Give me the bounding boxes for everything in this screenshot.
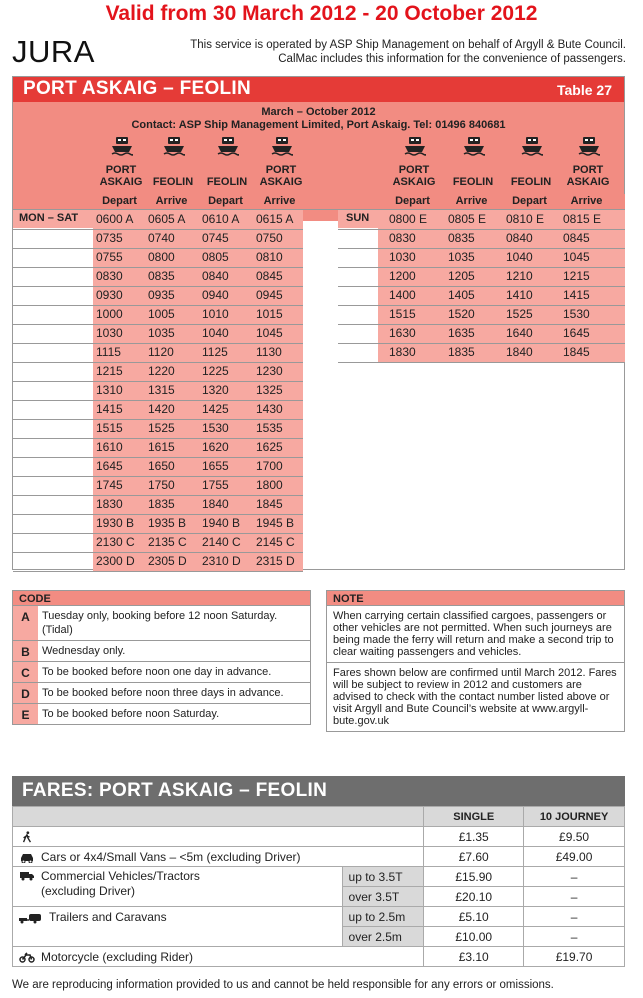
weekday-time-cell: 1830 xyxy=(96,497,123,511)
fares-title: FARES: PORT ASKAIG – FEOLIN xyxy=(12,776,625,806)
code-item xyxy=(12,641,311,662)
ferry-icon xyxy=(463,135,485,157)
weekday-row-line xyxy=(13,400,303,401)
disclaimer: We are reproducing information provided to us and cannot be held responsible for any errors or omissions. xyxy=(12,979,554,991)
weekday-time-cell: 1625 xyxy=(256,440,283,454)
header-divider xyxy=(13,209,625,210)
sunday-time-cell: 1635 xyxy=(448,326,475,340)
sunday-time-cell: 1630 xyxy=(389,326,416,340)
weekday-time-cell: 2315 D xyxy=(256,554,295,568)
weekday-time-cell: 1220 xyxy=(148,364,175,378)
code-key: C xyxy=(13,662,38,682)
ferry-icon xyxy=(111,135,133,157)
fare-ten: £9.50 xyxy=(524,827,625,847)
weekday-time-cell: 1840 xyxy=(202,497,229,511)
truck-icon xyxy=(19,869,35,881)
sunday-time-cell: 0835 xyxy=(448,231,475,245)
right-col-label: Depart xyxy=(512,195,547,207)
right-col-label: Arrive xyxy=(455,195,488,207)
weekday-time-cell: 0600 A xyxy=(96,212,134,226)
period: March – October 2012 xyxy=(261,106,376,118)
code-box xyxy=(12,590,311,725)
weekday-time-cell: 1315 xyxy=(148,383,175,397)
right-stop-name-1: FEOLIN xyxy=(452,176,494,188)
route-title: PORT ASKAIG – FEOLIN xyxy=(23,78,252,99)
weekday-time-cell: 1430 xyxy=(256,402,283,416)
weekday-time-cell: 0800 xyxy=(148,250,175,264)
sunday-row-line xyxy=(338,286,625,287)
sunday-row-line xyxy=(338,324,625,325)
weekday-time-cell: 0835 xyxy=(148,269,175,283)
band-label: over 3.5T xyxy=(342,887,424,907)
sunday-time-cell: 1640 xyxy=(506,326,533,340)
fare-label: Commercial Vehicles/Tractors (excluding Driver) xyxy=(41,869,200,898)
weekday-time-cell: 1755 xyxy=(202,478,229,492)
right-ferry-icon-0 xyxy=(388,135,441,160)
left-stop-name-1: FEOLIN xyxy=(152,176,194,188)
weekday-time-cell: 2305 D xyxy=(148,554,187,568)
right-stop-name-0: PORT ASKAIG xyxy=(392,164,436,188)
code-text: Wednesday only. xyxy=(42,645,126,657)
fares-table xyxy=(12,806,625,967)
weekday-time-cell: 1535 xyxy=(256,421,283,435)
ferry-icon xyxy=(271,135,293,157)
weekday-row-line xyxy=(13,267,303,268)
weekday-row-line xyxy=(13,552,303,553)
sunday-time-cell: 1840 xyxy=(506,345,533,359)
weekday-time-cell: 1930 B xyxy=(96,516,135,530)
left-stop-name-0: PORT ASKAIG xyxy=(99,164,143,188)
note-paragraph-1: When carrying certain classified cargoes, passengers or other vehicles are not permitted. When such journeys are being made the ferry will return and make a second trip to clear waiting passengers and vehicles. xyxy=(326,606,625,663)
weekday-time-cell: 1015 xyxy=(256,307,283,321)
sunday-time-cell: 0815 E xyxy=(563,212,602,226)
sunday-day-label: SUN xyxy=(346,212,370,224)
ten-journey-header: 10 JOURNEY xyxy=(524,807,625,827)
table-number: Table 27 xyxy=(557,82,612,98)
weekday-time-cell: 0615 A xyxy=(256,212,294,226)
left-stop-name-2: FEOLIN xyxy=(206,176,248,188)
weekday-time-cell: 0935 xyxy=(148,288,175,302)
weekday-row-line xyxy=(13,419,303,420)
sunday-row-line xyxy=(338,229,625,230)
weekday-time-cell: 0755 xyxy=(96,250,123,264)
weekday-time-cell: 0830 xyxy=(96,269,123,283)
weekday-time-cell: 2145 C xyxy=(256,535,295,549)
contact: Contact: ASP Ship Management Limited, Port Askaig. Tel: 01496 840681 xyxy=(131,119,506,131)
weekday-time-cell: 1035 xyxy=(148,326,175,340)
weekday-row-line xyxy=(13,248,303,249)
fare-single: £7.60 xyxy=(424,847,524,867)
weekday-time-cell: 1845 xyxy=(256,497,283,511)
ferry-icon xyxy=(217,135,239,157)
sunday-time-cell: 1530 xyxy=(563,307,590,321)
sunday-time-cell: 1205 xyxy=(448,269,475,283)
weekday-time-cell: 1650 xyxy=(148,459,175,473)
ferry-icon xyxy=(404,135,426,157)
code-title: CODE xyxy=(12,590,311,606)
weekday-time-cell: 1935 B xyxy=(148,516,187,530)
weekday-time-cell: 1320 xyxy=(202,383,229,397)
fare-ten: £49.00 xyxy=(524,847,625,867)
code-text: To be booked before noon one day in advance. xyxy=(42,666,272,678)
sunday-time-cell: 0845 xyxy=(563,231,590,245)
pedestrian-icon xyxy=(19,831,35,843)
band-label: up to 2.5m xyxy=(342,907,424,927)
weekday-time-cell: 1010 xyxy=(202,307,229,321)
weekday-time-cell: 1945 B xyxy=(256,516,295,530)
sunday-time-cell: 1405 xyxy=(448,288,475,302)
motorcycle-icon xyxy=(19,951,35,963)
sunday-time-cell: 1210 xyxy=(506,269,533,283)
weekday-time-cell: 1325 xyxy=(256,383,283,397)
weekday-row-line xyxy=(13,324,303,325)
code-text: To be booked before noon three days in advance. xyxy=(42,687,284,699)
weekday-time-cell: 1005 xyxy=(148,307,175,321)
sunday-time-cell: 1645 xyxy=(563,326,590,340)
fare-single: £10.00 xyxy=(424,927,524,947)
fare-row-motorcycle xyxy=(13,947,625,967)
weekday-time-cell: 1120 xyxy=(148,345,174,359)
weekday-row-line xyxy=(13,533,303,534)
weekday-time-cell: 1215 xyxy=(96,364,123,378)
sunday-time-cell: 0805 E xyxy=(448,212,487,226)
weekday-time-cell: 1655 xyxy=(202,459,229,473)
weekday-time-cell: 1745 xyxy=(96,478,123,492)
single-header: SINGLE xyxy=(424,807,524,827)
weekday-time-cell: 1610 xyxy=(96,440,123,454)
weekday-time-cell: 1940 B xyxy=(202,516,241,530)
timetable-header xyxy=(13,77,624,102)
weekday-time-cell: 1515 xyxy=(96,421,123,435)
weekday-time-cell: 1040 xyxy=(202,326,229,340)
fare-row-commercial-1 xyxy=(13,867,625,887)
weekday-time-cell: 2130 C xyxy=(96,535,135,549)
weekday-row-line xyxy=(13,514,303,515)
sunday-row-line xyxy=(338,362,625,363)
weekday-time-cell: 0810 xyxy=(256,250,283,264)
weekday-time-cell: 0610 A xyxy=(202,212,240,226)
car-icon xyxy=(19,851,35,863)
left-ferry-icon-3 xyxy=(255,135,308,160)
weekday-time-cell: 1645 xyxy=(96,459,123,473)
left-col-label: Arrive xyxy=(263,195,296,207)
fare-single: £1.35 xyxy=(424,827,524,847)
sunday-row-line xyxy=(338,343,625,344)
weekday-time-cell: 0745 xyxy=(202,231,229,245)
weekday-row-line xyxy=(13,362,303,363)
right-col-label: Arrive xyxy=(570,195,603,207)
weekday-time-cell: 0805 xyxy=(202,250,229,264)
right-stop-name-3: PORT ASKAIG xyxy=(566,164,610,188)
right-stop-name-2: FEOLIN xyxy=(510,176,552,188)
operator-note xyxy=(126,38,626,66)
sunday-time-cell: 0830 xyxy=(389,231,416,245)
fare-label: Trailers and Caravans xyxy=(49,910,167,924)
fare-row-cars xyxy=(13,847,625,867)
fare-single: £3.10 xyxy=(424,947,524,967)
timetable-info xyxy=(13,106,624,132)
code-item xyxy=(12,606,311,641)
weekday-time-cell: 1125 xyxy=(202,345,228,359)
code-key: E xyxy=(13,704,38,724)
sunday-time-cell: 0840 xyxy=(506,231,533,245)
weekday-time-cell: 0940 xyxy=(202,288,229,302)
code-item xyxy=(12,662,311,683)
ferry-icon xyxy=(163,135,185,157)
fare-label: Cars or 4x4/Small Vans – <5m (excluding Driver) xyxy=(41,849,301,864)
fare-ten: – xyxy=(524,867,625,887)
left-col-label: Depart xyxy=(208,195,243,207)
right-ferry-icon-1 xyxy=(447,135,500,160)
weekday-time-cell: 1045 xyxy=(256,326,283,340)
fare-ten: – xyxy=(524,887,625,907)
fare-ten: – xyxy=(524,907,625,927)
weekday-time-cell: 0605 A xyxy=(148,212,186,226)
fare-row-trailers-1 xyxy=(13,907,625,927)
weekday-time-cell: 1225 xyxy=(202,364,229,378)
weekday-row-line xyxy=(13,286,303,287)
weekday-time-cell: 1530 xyxy=(202,421,229,435)
band-label: up to 3.5T xyxy=(342,867,424,887)
fares-header-row xyxy=(13,807,625,827)
weekday-row-line xyxy=(13,438,303,439)
left-ferry-icon-2 xyxy=(201,135,254,160)
sunday-time-cell: 1215 xyxy=(563,269,590,283)
sunday-time-cell: 1525 xyxy=(506,307,533,321)
weekday-time-cell: 1525 xyxy=(148,421,175,435)
sunday-time-cell: 1045 xyxy=(563,250,590,264)
weekday-time-cell: 0845 xyxy=(256,269,283,283)
sunday-row-line xyxy=(338,305,625,306)
weekday-time-cell: 1700 xyxy=(256,459,283,473)
left-col-label: Depart xyxy=(102,195,137,207)
island-title: JURA xyxy=(12,34,95,69)
caravan-icon xyxy=(19,912,43,924)
sunday-time-cell: 1040 xyxy=(506,250,533,264)
left-col-label: Arrive xyxy=(155,195,188,207)
code-key: B xyxy=(13,641,38,661)
ferry-icon xyxy=(521,135,543,157)
weekday-time-cell: 2310 D xyxy=(202,554,241,568)
weekday-row-line xyxy=(13,495,303,496)
note-title: NOTE xyxy=(326,590,625,606)
weekday-time-cell: 0750 xyxy=(256,231,283,245)
sunday-row-line xyxy=(338,248,625,249)
weekday-row-line xyxy=(13,381,303,382)
right-col-label: Depart xyxy=(395,195,430,207)
sunday-time-cell: 1515 xyxy=(389,307,416,321)
ferry-icon xyxy=(578,135,600,157)
fare-row-pedestrian xyxy=(13,827,625,847)
note-box xyxy=(326,590,625,732)
fare-ten: – xyxy=(524,927,625,947)
weekday-time-cell: 0740 xyxy=(148,231,175,245)
weekday-day-label: MON – SAT xyxy=(19,212,79,224)
fares-section xyxy=(12,776,625,967)
fare-label: Motorcycle (excluding Rider) xyxy=(41,949,194,964)
code-key: D xyxy=(13,683,38,703)
weekday-row-line xyxy=(13,305,303,306)
code-item xyxy=(12,704,311,725)
weekday-time-cell: 1835 xyxy=(148,497,175,511)
left-stop-name-3: PORT ASKAIG xyxy=(259,164,303,188)
right-col-labels xyxy=(378,194,625,209)
right-ferry-icon-3 xyxy=(562,135,615,160)
weekday-time-cell: 1310 xyxy=(96,383,123,397)
code-text: To be booked before noon Saturday. xyxy=(42,708,220,720)
weekday-time-cell: 1000 xyxy=(96,307,123,321)
weekday-time-cell: 2300 D xyxy=(96,554,135,568)
weekday-row-line xyxy=(13,571,303,572)
weekday-time-cell: 1415 xyxy=(96,402,123,416)
left-ferry-icon-0 xyxy=(95,135,148,160)
band-label: over 2.5m xyxy=(342,927,424,947)
note-paragraph-2: Fares shown below are confirmed until March 2012. Fares will be subject to review in 2012 and customers are advised to check with the contact number listed above or visit Argyll and Bute Council’s website at www.argyll-bute.gov.uk xyxy=(326,663,625,732)
code-item xyxy=(12,683,311,704)
sunday-time-cell: 1830 xyxy=(389,345,416,359)
weekday-time-cell: 0840 xyxy=(202,269,229,283)
sunday-time-cell: 1200 xyxy=(389,269,416,283)
weekday-row-line xyxy=(13,343,303,344)
fare-single: £5.10 xyxy=(424,907,524,927)
operator-note-line-2: CalMac includes this information for the convenience of passengers. xyxy=(278,53,626,65)
fare-single: £15.90 xyxy=(424,867,524,887)
weekday-time-cell: 1425 xyxy=(202,402,229,416)
right-ferry-icon-2 xyxy=(505,135,558,160)
weekday-time-cell: 0945 xyxy=(256,288,283,302)
weekday-time-cell: 1420 xyxy=(148,402,175,416)
weekday-time-cell: 1115 xyxy=(96,345,121,359)
sunday-time-cell: 1035 xyxy=(448,250,475,264)
weekday-time-cell: 1620 xyxy=(202,440,229,454)
weekday-row-line xyxy=(13,229,303,230)
weekday-time-cell: 0930 xyxy=(96,288,123,302)
weekday-row-line xyxy=(13,457,303,458)
code-text: Tuesday only, booking before 12 noon Saturday. (Tidal) xyxy=(42,610,278,636)
weekday-time-cell: 1800 xyxy=(256,478,283,492)
code-list xyxy=(12,606,311,725)
weekday-time-cell: 2140 C xyxy=(202,535,241,549)
sunday-row-line xyxy=(338,267,625,268)
sunday-time-cell: 1845 xyxy=(563,345,590,359)
code-key: A xyxy=(13,606,38,640)
sunday-time-cell: 0810 E xyxy=(506,212,545,226)
weekday-time-cell: 1750 xyxy=(148,478,175,492)
sunday-time-cell: 1410 xyxy=(506,288,533,302)
left-col-labels xyxy=(93,194,303,209)
sunday-time-cell: 1415 xyxy=(563,288,590,302)
weekday-time-cell: 0735 xyxy=(96,231,123,245)
weekday-row-line xyxy=(13,476,303,477)
weekday-time-cell: 1230 xyxy=(256,364,283,378)
weekday-time-cell: 1030 xyxy=(96,326,123,340)
weekday-time-cell: 1130 xyxy=(256,345,282,359)
left-ferry-icon-1 xyxy=(147,135,200,160)
sunday-time-cell: 0800 E xyxy=(389,212,428,226)
sunday-time-cell: 1835 xyxy=(448,345,475,359)
sunday-time-cell: 1400 xyxy=(389,288,416,302)
validity-banner: Valid from 30 March 2012 - 20 October 2012 xyxy=(105,2,538,25)
sunday-time-cell: 1520 xyxy=(448,307,475,321)
timetable xyxy=(12,76,625,570)
fare-single: £20.10 xyxy=(424,887,524,907)
operator-note-line-1: This service is operated by ASP Ship Management on behalf of Argyll & Bute Council. xyxy=(190,39,626,51)
weekday-time-cell: 2135 C xyxy=(148,535,187,549)
fare-ten: £19.70 xyxy=(524,947,625,967)
sunday-time-cell: 1030 xyxy=(389,250,416,264)
weekday-time-cell: 1615 xyxy=(148,440,175,454)
